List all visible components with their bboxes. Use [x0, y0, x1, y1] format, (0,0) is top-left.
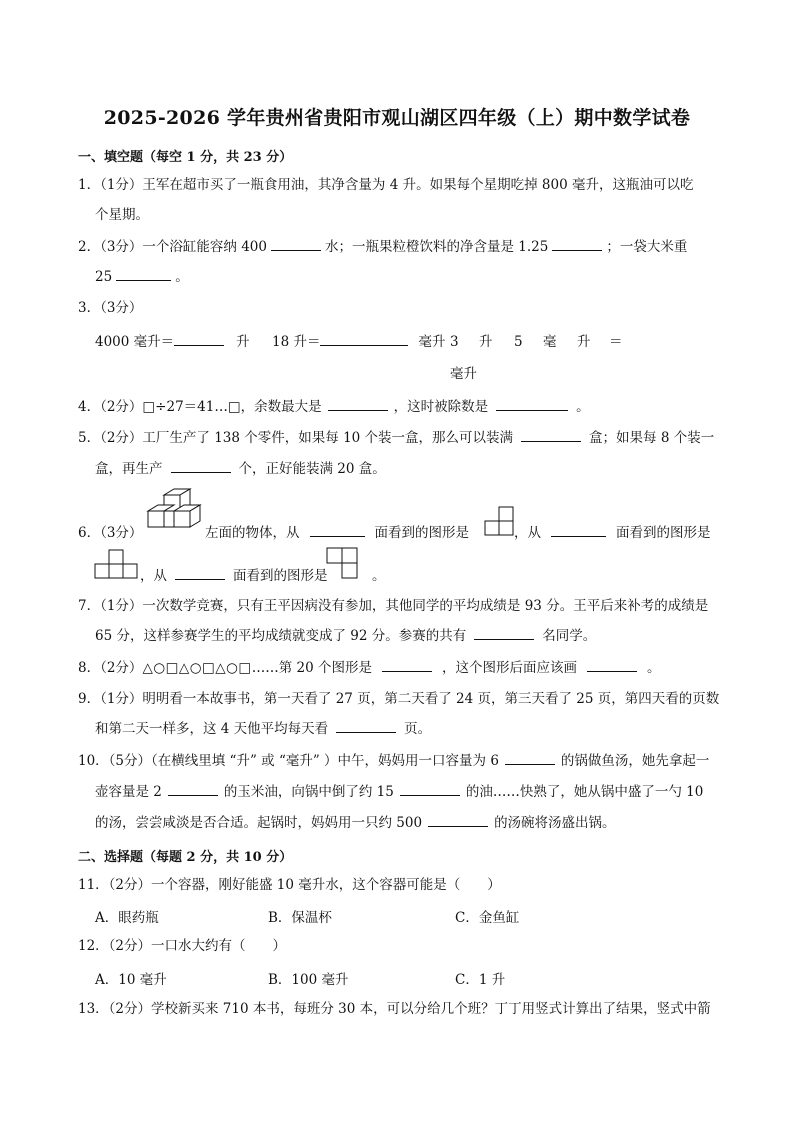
q7-line2: [95, 627, 596, 645]
q11-option-a[interactable]: A．眼药瓶: [95, 910, 159, 926]
q6-text-g: 面看到的图形是: [233, 568, 328, 584]
q5-text-c: 盒，再生产: [95, 461, 163, 477]
q2-text-b: 水；一瓶果粒橙饮料的净含量是 1.25: [325, 239, 549, 255]
q12-option-b[interactable]: B．100 毫升: [268, 972, 349, 988]
q5-text-b: 盒；如果每 8 个装一: [589, 430, 715, 446]
q1-line1: 1．（1分）王军在超市买了一瓶食用油，其净含量为 4 升。如果每个星期吃掉 800 毫升，这瓶油可以吃: [78, 177, 694, 193]
q4-blank-1[interactable]: [328, 398, 388, 411]
q2-blank-2[interactable]: [552, 238, 602, 251]
q4-text-a: 4．（2分）□÷27＝41…□，余数最大是: [78, 399, 322, 415]
q6-text-b: 左面的物体，从: [205, 525, 300, 541]
q6-blank-2[interactable]: [551, 524, 606, 537]
q6-view-shape-1: [485, 507, 513, 535]
cube-stack-figure: [148, 489, 204, 533]
q10-blank-1[interactable]: [505, 752, 555, 765]
q2-text-e: 。: [175, 269, 189, 285]
q10-line2: [95, 783, 703, 801]
q10-blank-2[interactable]: [168, 783, 218, 796]
q8-text-a: 8．（2分）: [78, 660, 143, 676]
q3-head: 3．（3分）: [78, 300, 143, 316]
q6-line1b: [514, 524, 711, 542]
q7-line1: 7．（1分）一次数学竞赛，只有王平因病没有参加，其他同学的平均成绩是 93 分。王平后来补考的成绩是: [78, 598, 709, 614]
q10-text-a: 10．（5分）（在横线里填 “升” 或 “毫升” ）中午，妈妈用一口容量为 6: [78, 753, 499, 769]
q12-option-a[interactable]: A．10 毫升: [95, 972, 167, 988]
q8-text-c: ，这个图形后面应该画: [441, 660, 577, 676]
q6-view-shape-2: [95, 550, 137, 578]
q3-line1: [95, 333, 250, 351]
q10-blank-4[interactable]: [428, 814, 488, 827]
q13-stem: 13．（2分）学校新买来 710 本书，每班分 30 本，可以分给几个班？丁丁用竖式计算出了结果，竖式中箭: [78, 1001, 711, 1017]
q8-shape-sequence: △○□△○□△○□: [142, 660, 252, 676]
q3-text-a: 4000 毫升＝: [95, 334, 175, 350]
q6-line1: [205, 524, 469, 542]
q2-text-c: ；一袋大米重: [606, 239, 688, 255]
q3-text-i: 升: [577, 334, 591, 350]
q2-line1: [78, 238, 687, 256]
q6-text-d: ，从: [514, 525, 541, 541]
q11-stem: 11．（2分）一个容器，刚好能盛 10 毫升水，这个容器可能是（ ）: [78, 877, 501, 893]
q1-line2: 个星期。: [95, 207, 149, 223]
q5-text-a: 5．（2分）工厂生产了 138 个零件，如果每 10 个装一盒，那么可以装满: [78, 430, 514, 446]
q3-blank-2[interactable]: [320, 333, 408, 346]
q4-blank-2[interactable]: [496, 398, 568, 411]
q6-text-e: 面看到的图形是: [616, 525, 711, 541]
q4-line: [78, 398, 590, 416]
q4-text-c: 。: [576, 399, 590, 415]
q9-line2: [95, 720, 431, 738]
q3-blank-1[interactable]: [174, 333, 224, 346]
q10-blank-3[interactable]: [400, 783, 460, 796]
q7-text-b: 名同学。: [542, 628, 597, 644]
q5-text-d: 个，正好能装满 20 盒。: [238, 461, 386, 477]
q6-blank-1[interactable]: [310, 524, 365, 537]
q3-text-f: 升: [479, 334, 493, 350]
q10-line1: [78, 752, 709, 770]
q5-blank-2[interactable]: [171, 460, 231, 473]
q6-text-c: 面看到的图形是: [374, 525, 469, 541]
q10-text-g: 的汤碗将汤盛出锅。: [494, 815, 616, 831]
q6-blank-3[interactable]: [175, 567, 225, 580]
q11-option-c[interactable]: C．金鱼缸: [455, 910, 520, 926]
q5-line1: [78, 429, 714, 447]
q2-blank-3[interactable]: [116, 268, 171, 281]
q7-blank-1[interactable]: [474, 627, 534, 640]
q3-text-h: 毫: [543, 334, 557, 350]
q9-line1: 9．（1分）明明看一本故事书，第一天看了 27 页，第二天看了 24 页，第三天看了 25 页，第四天看的页数: [78, 691, 720, 707]
q12-option-c[interactable]: C．1 升: [455, 972, 506, 988]
q3-text-j: ＝: [609, 334, 623, 350]
q6-view-shape-3: [327, 548, 371, 578]
q8-blank-2[interactable]: [587, 659, 637, 672]
q3-text-k: 毫升: [450, 366, 477, 382]
q6-text-h: 。: [372, 568, 386, 584]
q8-text-b: ……第 20 个图形是: [251, 660, 372, 676]
q9-blank-1[interactable]: [336, 720, 396, 733]
q8-line: [78, 659, 660, 677]
q12-stem: 12．（2分）一口水大约有（ ）: [78, 938, 287, 954]
q2-blank-1[interactable]: [271, 238, 321, 251]
section-fill-blank-heading: 一、填空题（每空 1 分，共 23 分）: [78, 150, 293, 165]
q2-text-d: 25: [95, 269, 113, 285]
q3-text-b: 升: [236, 334, 250, 350]
q10-line3: [95, 814, 616, 832]
q6-text-f: ，从: [140, 568, 167, 584]
q10-text-b: 的锅做鱼汤，她先拿起一: [560, 753, 710, 769]
q7-text-a: 65 分，这样参赛学生的平均成绩就变成了 92 分。参赛的共有: [95, 628, 467, 644]
exam-title: 2025-2026 学年贵州省贵阳市观山湖区四年级（上）期中数学试卷: [103, 107, 691, 129]
section-choice-heading: 二、选择题（每题 2 分，共 10 分）: [78, 850, 293, 865]
q9-text-a: 和第二天一样多，这 4 天他平均每天看: [95, 721, 329, 737]
q10-text-c: 壶容量是 2: [95, 784, 162, 800]
q11-option-b[interactable]: B．保温杯: [268, 910, 332, 926]
q6-text-a: 6．（3分）: [78, 525, 143, 541]
q3-text-c: 18 升＝: [272, 334, 321, 350]
q3-line1b: [272, 333, 445, 351]
q2-text-a: 2．（3分）一个浴缸能容纳 400: [78, 239, 267, 255]
q2-line2: [95, 268, 189, 286]
q10-text-e: 的油……快熟了，她从锅中盛了一勺 10: [465, 784, 704, 800]
q3-text-d: 毫升: [418, 334, 446, 350]
q3-text-g: 5: [514, 334, 523, 350]
q4-text-b: ，这时被除数是: [393, 399, 489, 415]
q9-text-b: 页。: [404, 721, 432, 737]
q5-line2: [95, 460, 386, 478]
q10-text-f: 的汤，尝尝咸淡是否合适。起锅时，妈妈用一只约 500: [95, 815, 423, 831]
q6-line2: [140, 567, 328, 585]
q8-text-d: 。: [646, 660, 661, 676]
q10-text-d: 的玉米油，向锅中倒了约 15: [223, 784, 394, 800]
q5-blank-1[interactable]: [521, 429, 581, 442]
q3-text-e: 3: [450, 334, 459, 350]
q8-blank-1[interactable]: [382, 659, 432, 672]
